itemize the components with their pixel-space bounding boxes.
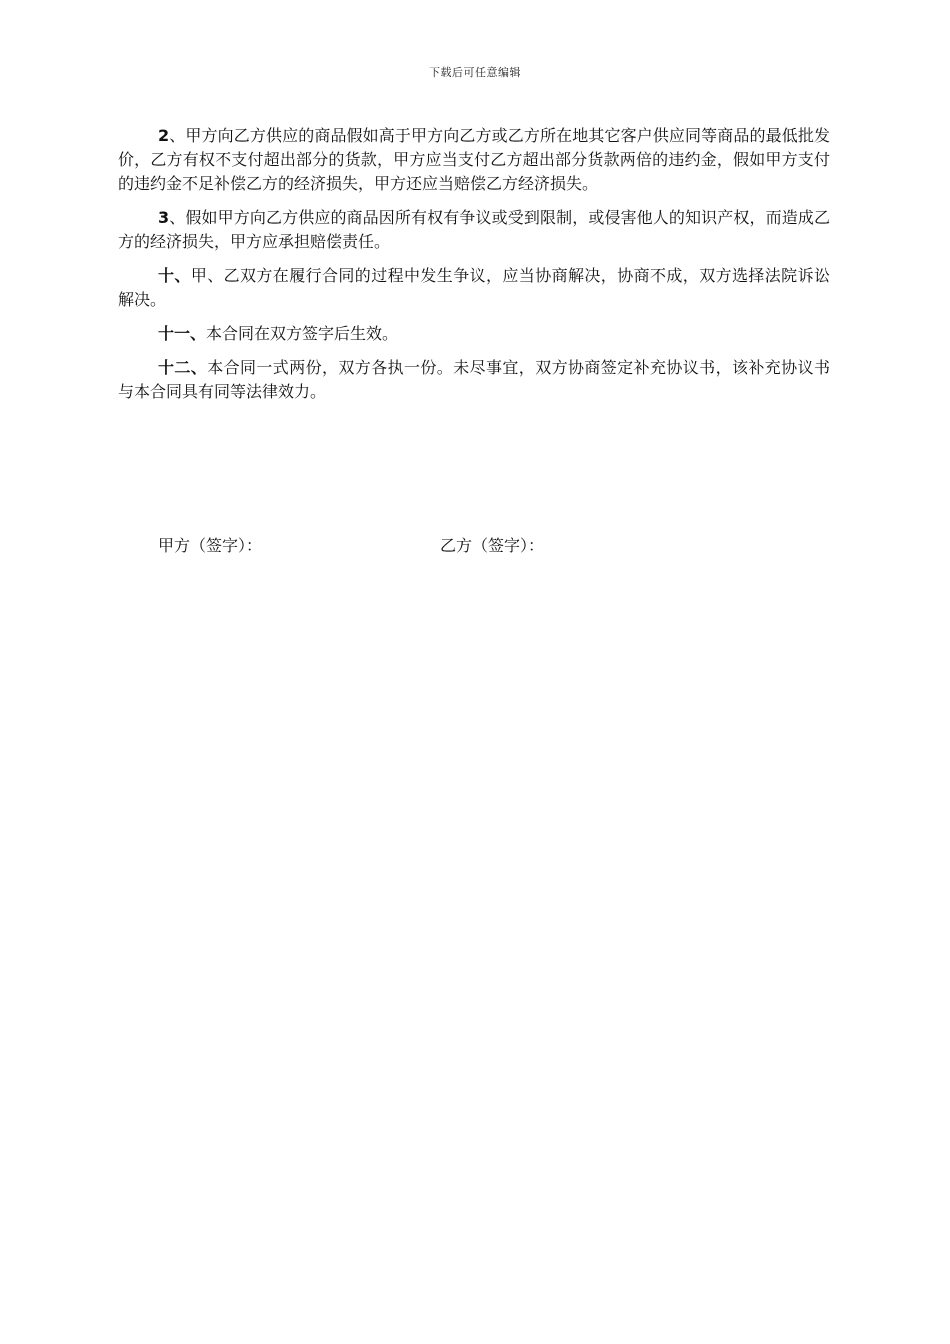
clause-text: 本合同在双方签字后生效。 — [206, 324, 399, 343]
clause-paragraph — [118, 264, 830, 312]
contract-body — [118, 124, 830, 414]
page-header: 下载后可任意编辑 — [429, 66, 521, 79]
clause-text: 甲、乙双方在履行合同的过程中发生争议，应当协商解决，协商不成，双方选择法院诉讼解决。 — [118, 266, 830, 309]
clause-text: 本合同一式两份，双方各执一份。未尽事宜，双方协商签定补充协议书，该补充协议书与本合同具有同等法律效力。 — [118, 358, 830, 401]
clause-number: 十二、 — [158, 358, 208, 377]
clause-text: 、假如甲方向乙方供应的商品因所有权有争议或受到限制，或侵害他人的知识产权，而造成乙方的经济损失，甲方应承担赔偿责任。 — [118, 208, 830, 251]
clause-paragraph — [118, 356, 830, 404]
clause-paragraph — [118, 206, 830, 254]
clause-text: 、甲方向乙方供应的商品假如高于甲方向乙方或乙方所在地其它客户供应同等商品的最低批发价，乙方有权不支付超出部分的货款，甲方应当支付乙方超出部分货款两倍的违约金，假如甲方支付的违约金不足补偿乙方的经济损失，甲方还应当赔偿乙方经济损失。 — [118, 126, 830, 193]
party-b-signature-label: 乙方（签字）： — [440, 536, 545, 555]
clause-number: 2 — [158, 126, 170, 145]
clause-number: 十一、 — [158, 324, 207, 343]
clause-paragraph — [118, 322, 830, 346]
party-a-signature-label: 甲方（签字）： — [158, 536, 263, 555]
clause-number: 十、 — [158, 266, 191, 285]
clause-number: 3 — [158, 208, 170, 227]
clause-paragraph — [118, 124, 830, 196]
